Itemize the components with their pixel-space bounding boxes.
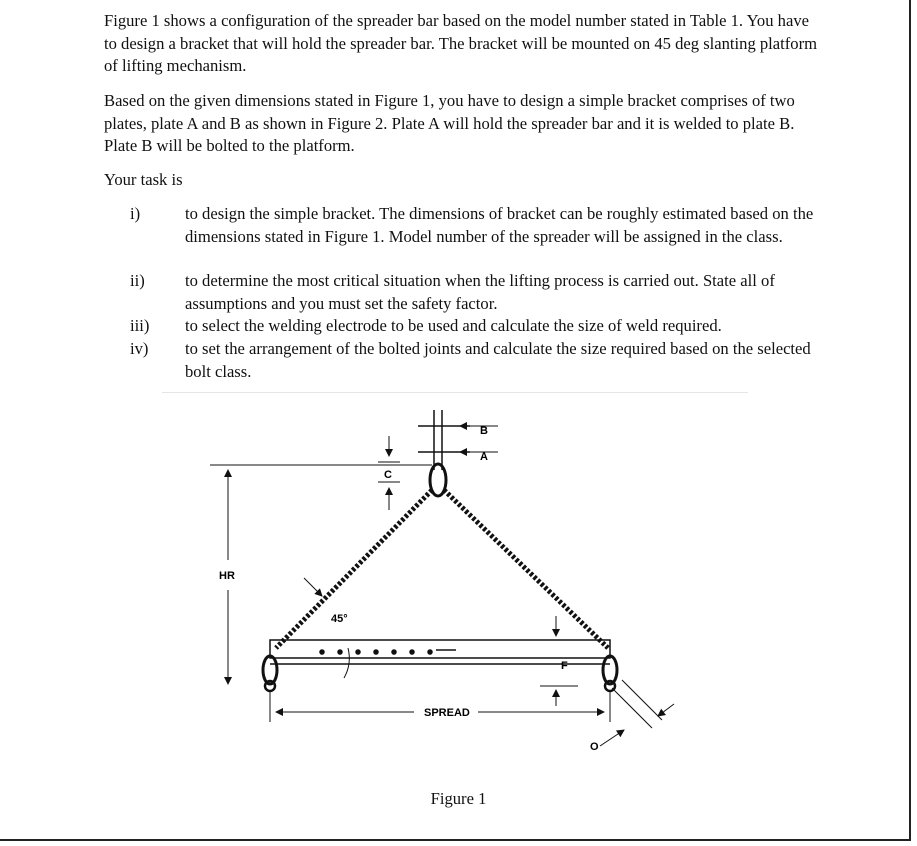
label-o: O	[590, 741, 599, 753]
figure-caption: Figure 1	[430, 789, 487, 808]
dimension-o-line	[612, 688, 652, 728]
task-number: iv)	[130, 339, 149, 358]
angle-arc	[344, 648, 349, 678]
label-a: A	[480, 451, 488, 463]
paragraph-task-intro: Your task is	[104, 170, 183, 189]
label-c: C	[384, 469, 392, 481]
label-angle: 45°	[331, 613, 348, 625]
label-f: F	[561, 660, 568, 672]
label-hr: HR	[219, 570, 235, 582]
dimension-o-arrow	[658, 704, 674, 716]
task-number: iii)	[130, 316, 150, 335]
paragraph-intro: Figure 1 shows a configuration of the spreader bar based on the model number stated in Table 1. You have to design a bracket that will hold the spreader bar. The bracket will be mounted on 45 deg slanting platform of lifting mechanism.	[104, 11, 818, 75]
task-text: to design the simple bracket. The dimensions of bracket can be roughly estimated based on the dimensions stated in Figure 1. Model number of the spreader will be assigned in the class.	[185, 204, 814, 246]
task-text: to determine the most critical situation when the lifting process is carried out. State all of assumptions and you must set the safety factor.	[185, 271, 775, 313]
task-text: to set the arrangement of the bolted joints and calculate the size required based on the selected bolt class.	[185, 339, 811, 381]
dimension-o-arrow	[600, 730, 624, 746]
top-shackle	[418, 410, 470, 496]
paragraph-bracket-description: Based on the given dimensions stated in Figure 1, you have to design a simple bracket comprises of two plates, plate A and B as shown in Figure 2. Plate A will hold the spreader bar and it is welded to plate B. Plate B will be bolted to the platform.	[104, 91, 795, 155]
label-b: B	[480, 425, 488, 437]
task-number: ii)	[130, 271, 145, 290]
angle-leader	[304, 578, 322, 596]
task-text: to select the welding electrode to be used and calculate the size of weld required.	[185, 316, 722, 335]
figure-divider	[162, 392, 748, 393]
left-chain-sling	[276, 490, 432, 648]
right-chain-sling	[444, 490, 608, 648]
label-spread: SPREAD	[424, 707, 470, 719]
task-number: i)	[130, 204, 141, 223]
spreader-bar-figure	[200, 400, 700, 780]
dimension-o-line	[622, 680, 662, 720]
